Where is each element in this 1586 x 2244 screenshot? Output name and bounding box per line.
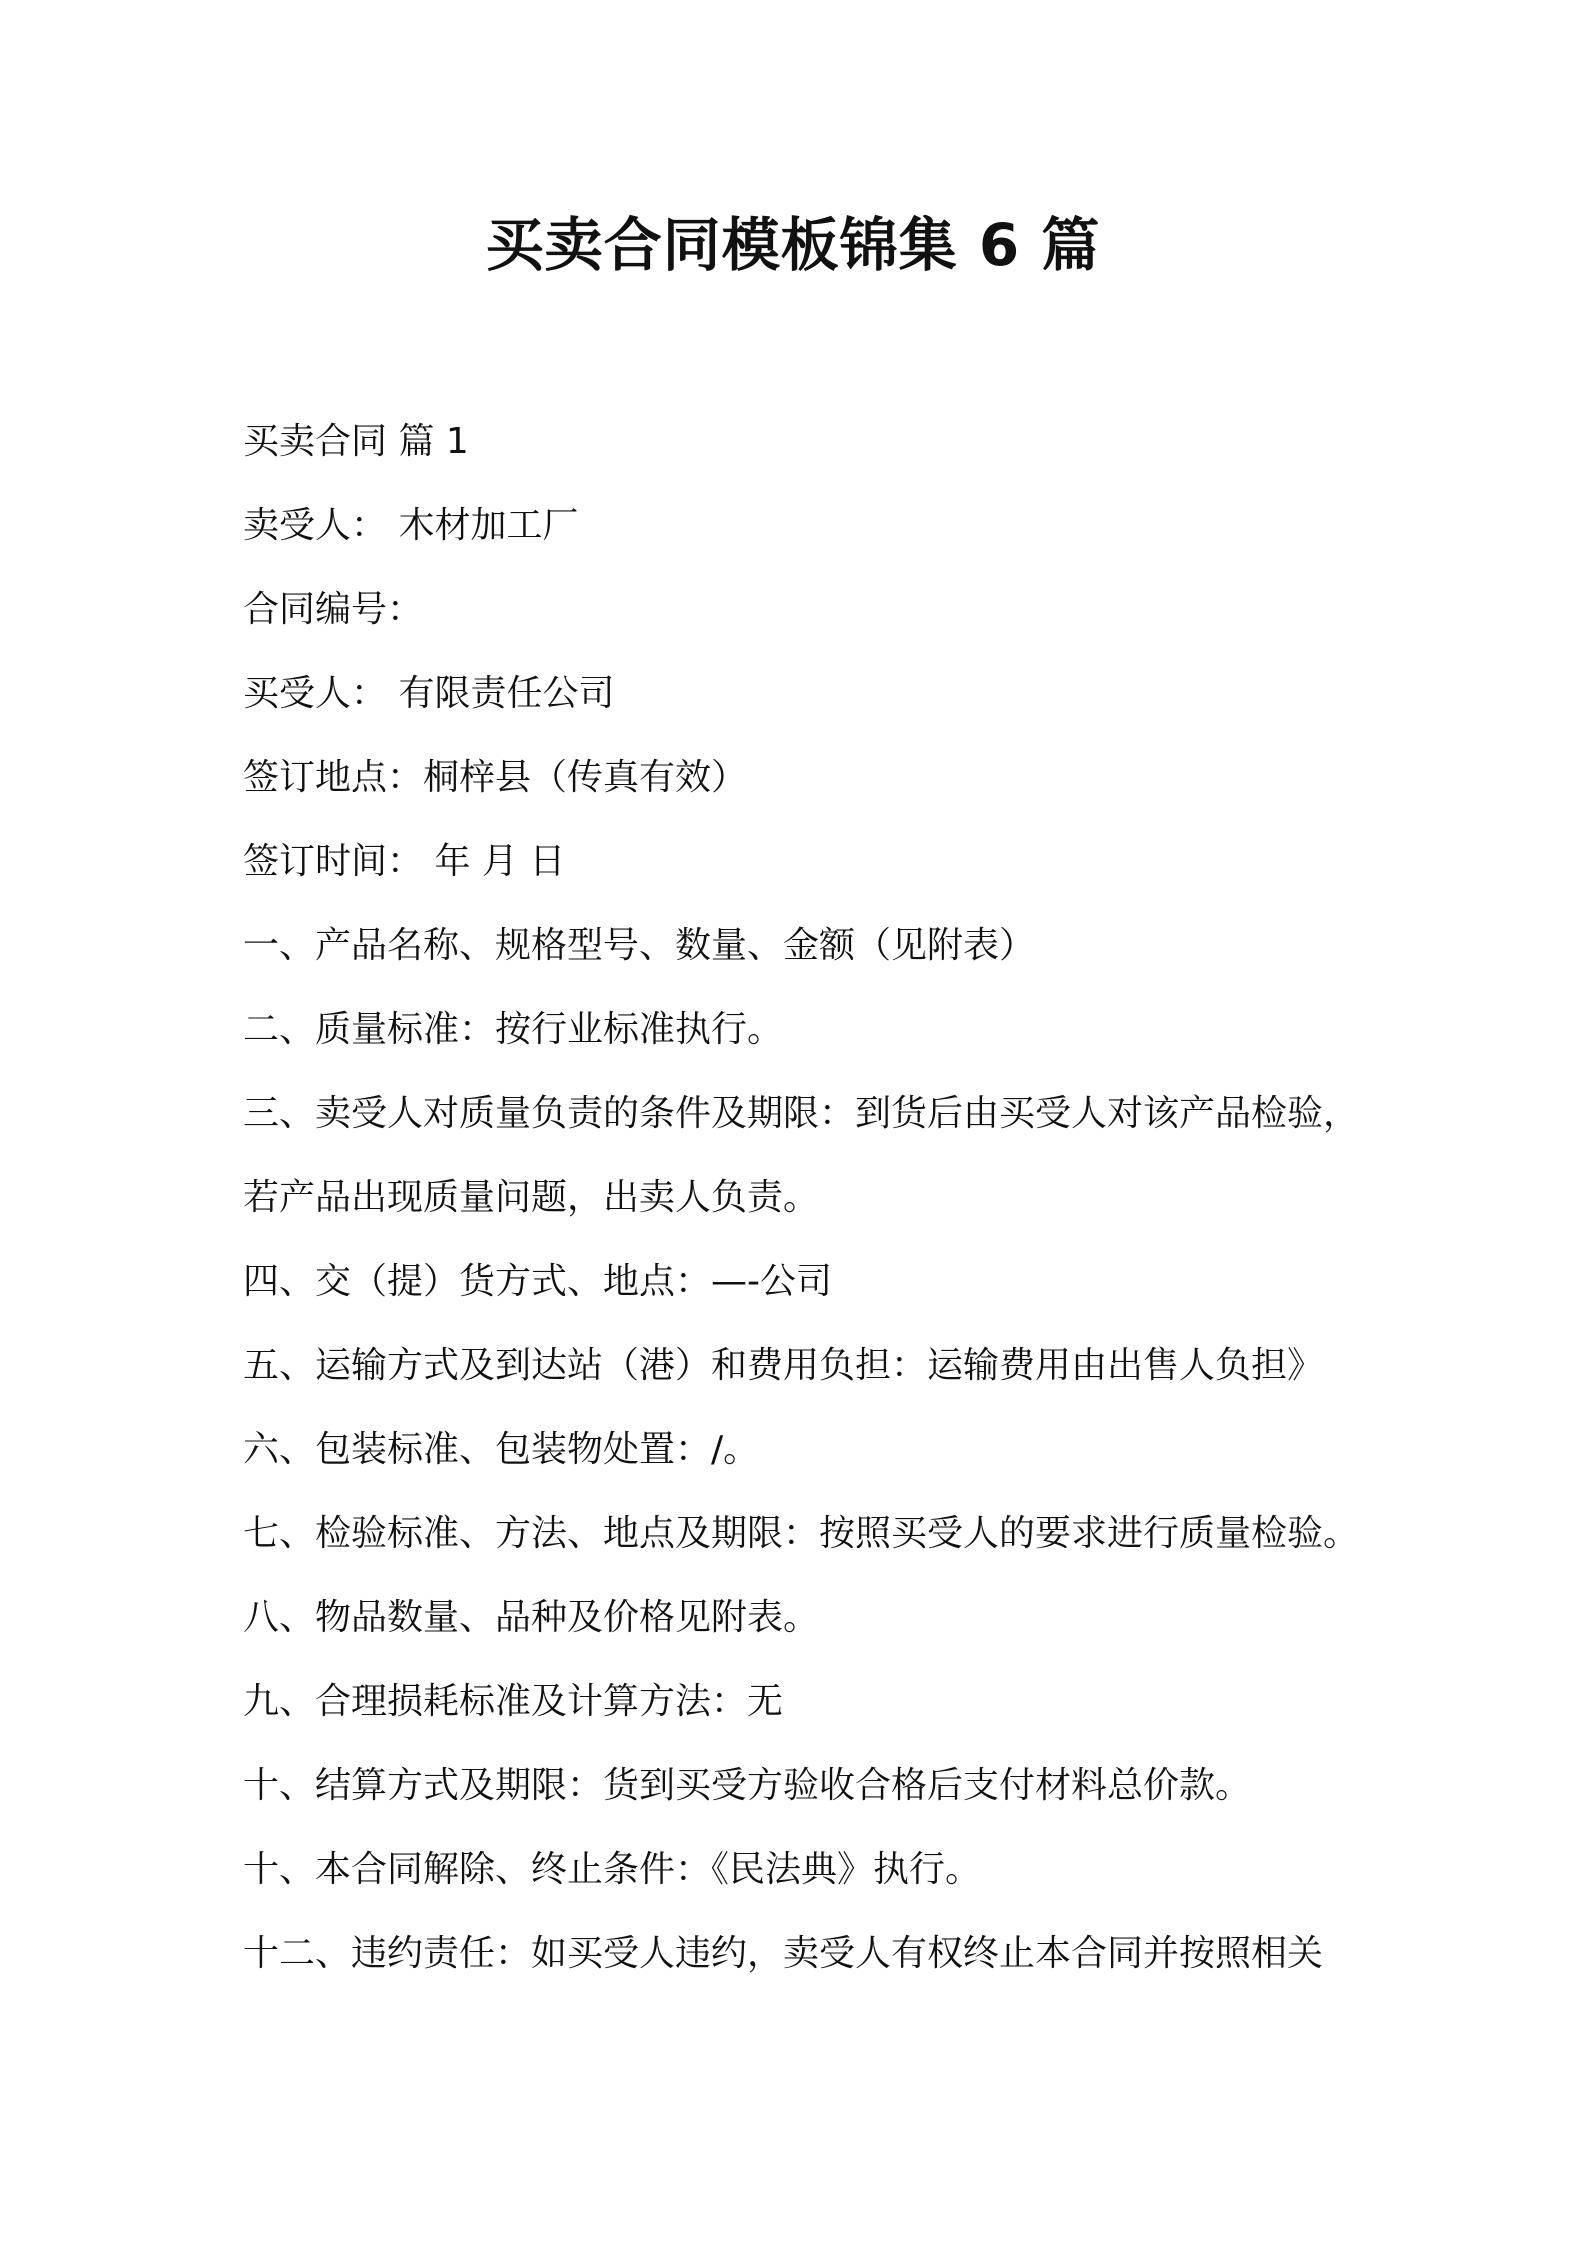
clause-7: 七、检验标准、方法、地点及期限：按照买受人的要求进行质量检验。 [243,1513,1360,1554]
clause-10: 十、结算方式及期限：货到买受方验收合格后支付材料总价款。 [243,1765,1252,1806]
signing-place-line: 签订地点：桐梓县（传真有效） [243,757,748,798]
document-title: 买卖合同模板锦集 6 篇 [485,211,1101,279]
clause-1: 一、产品名称、规格型号、数量、金额（见附表） [243,925,1036,966]
clause-3-continued: 若产品出现质量问题，出卖人负责。 [243,1177,820,1218]
seller-line: 卖受人： 木材加工厂 [243,505,579,546]
contract-number-line: 合同编号： [243,589,424,630]
clause-8: 八、物品数量、品种及价格见附表。 [243,1597,820,1638]
clause-2: 二、质量标准：按行业标准执行。 [243,1009,784,1050]
contract-body [243,400,1363,1996]
clause-6: 六、包装标准、包装物处置：/。 [243,1429,760,1470]
signing-date-line: 签订时间： 年 月 日 [243,841,566,882]
clause-12: 十二、违约责任：如买受人违约，卖受人有权终止本合同并按照相关 [243,1933,1324,1974]
section-heading: 买卖合同 篇 1 [243,421,469,462]
clause-4: 四、交（提）货方式、地点：—-公司 [243,1261,832,1302]
buyer-line: 买受人： 有限责任公司 [243,673,615,714]
clause-5: 五、运输方式及到达站（港）和费用负担：运输费用由出售人负担》 [243,1345,1324,1386]
clause-11: 十、本合同解除、终止条件：《民法典》执行。 [243,1849,982,1890]
clause-3: 三、卖受人对质量负责的条件及期限：到货后由买受人对该产品检验， [243,1093,1360,1134]
clause-9: 九、合理损耗标准及计算方法：无 [243,1681,784,1722]
